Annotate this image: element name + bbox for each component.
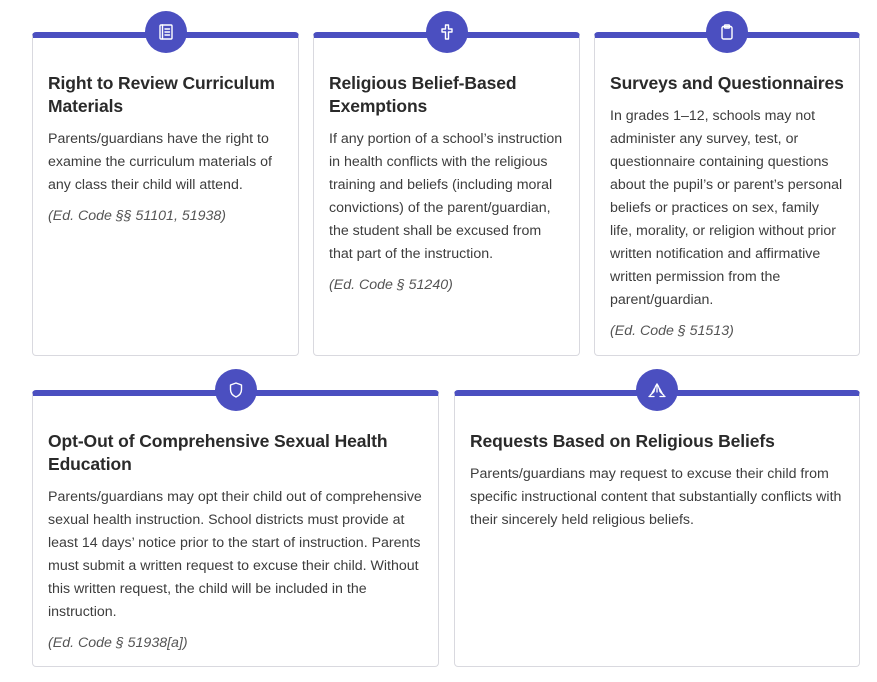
card-body: Parents/guardians may request to excuse their child from specific instructional content that substantially conflicts with their sincerely held religious beliefs.: [470, 466, 842, 528]
card-citation: (Ed. Code §§ 51101, 51938): [48, 208, 227, 224]
card-title: Requests Based on Religious Beliefs: [470, 431, 775, 451]
shield-icon: [215, 369, 257, 411]
card-body: In grades 1–12, schools may not administer any survey, test, or questionnaire containing questions about the pupil’s or parent’s personal beliefs or practices on sex, family life, morality, or religion without prior written notification and affirmative written permission from the parent/guardian.: [610, 108, 843, 308]
card-title: Right to Review Curriculum Materials: [48, 73, 275, 116]
book-icon: [145, 11, 187, 53]
card-body: Parents/guardians may opt their child out of comprehensive sexual health instruction. School districts must provide at least 14 days’ notice prior to the start of instruction. Parents must submit a written request to excuse their child. Without this written request, the child will be included in the instruction.: [48, 489, 422, 620]
card-body: Parents/guardians have the right to examine the curriculum materials of any class their child will attend.: [48, 131, 272, 193]
card-citation: (Ed. Code § 51240): [329, 277, 453, 293]
cross-icon: [426, 11, 468, 53]
card-religious-requests: [454, 390, 860, 667]
card-title: Religious Belief-Based Exemptions: [329, 73, 517, 116]
card-sexual-health-opt-out: [32, 390, 439, 667]
card-religious-exemptions: [313, 32, 580, 356]
praying-hands-icon: [636, 369, 678, 411]
card-citation: (Ed. Code § 51938[a]): [48, 635, 188, 651]
card-citation: (Ed. Code § 51513): [610, 323, 734, 339]
card-surveys: [594, 32, 860, 356]
card-title: Surveys and Questionnaires: [610, 73, 844, 93]
card-title: Opt-Out of Comprehensive Sexual Health Education: [48, 431, 388, 474]
card-curriculum-review: [32, 32, 299, 356]
card-body: If any portion of a school’s instruction in health conflicts with the religious training and beliefs (including moral convictions) of the parent/guardian, the student shall be excused from that part of the instruction.: [329, 131, 563, 262]
clipboard-icon: [706, 11, 748, 53]
